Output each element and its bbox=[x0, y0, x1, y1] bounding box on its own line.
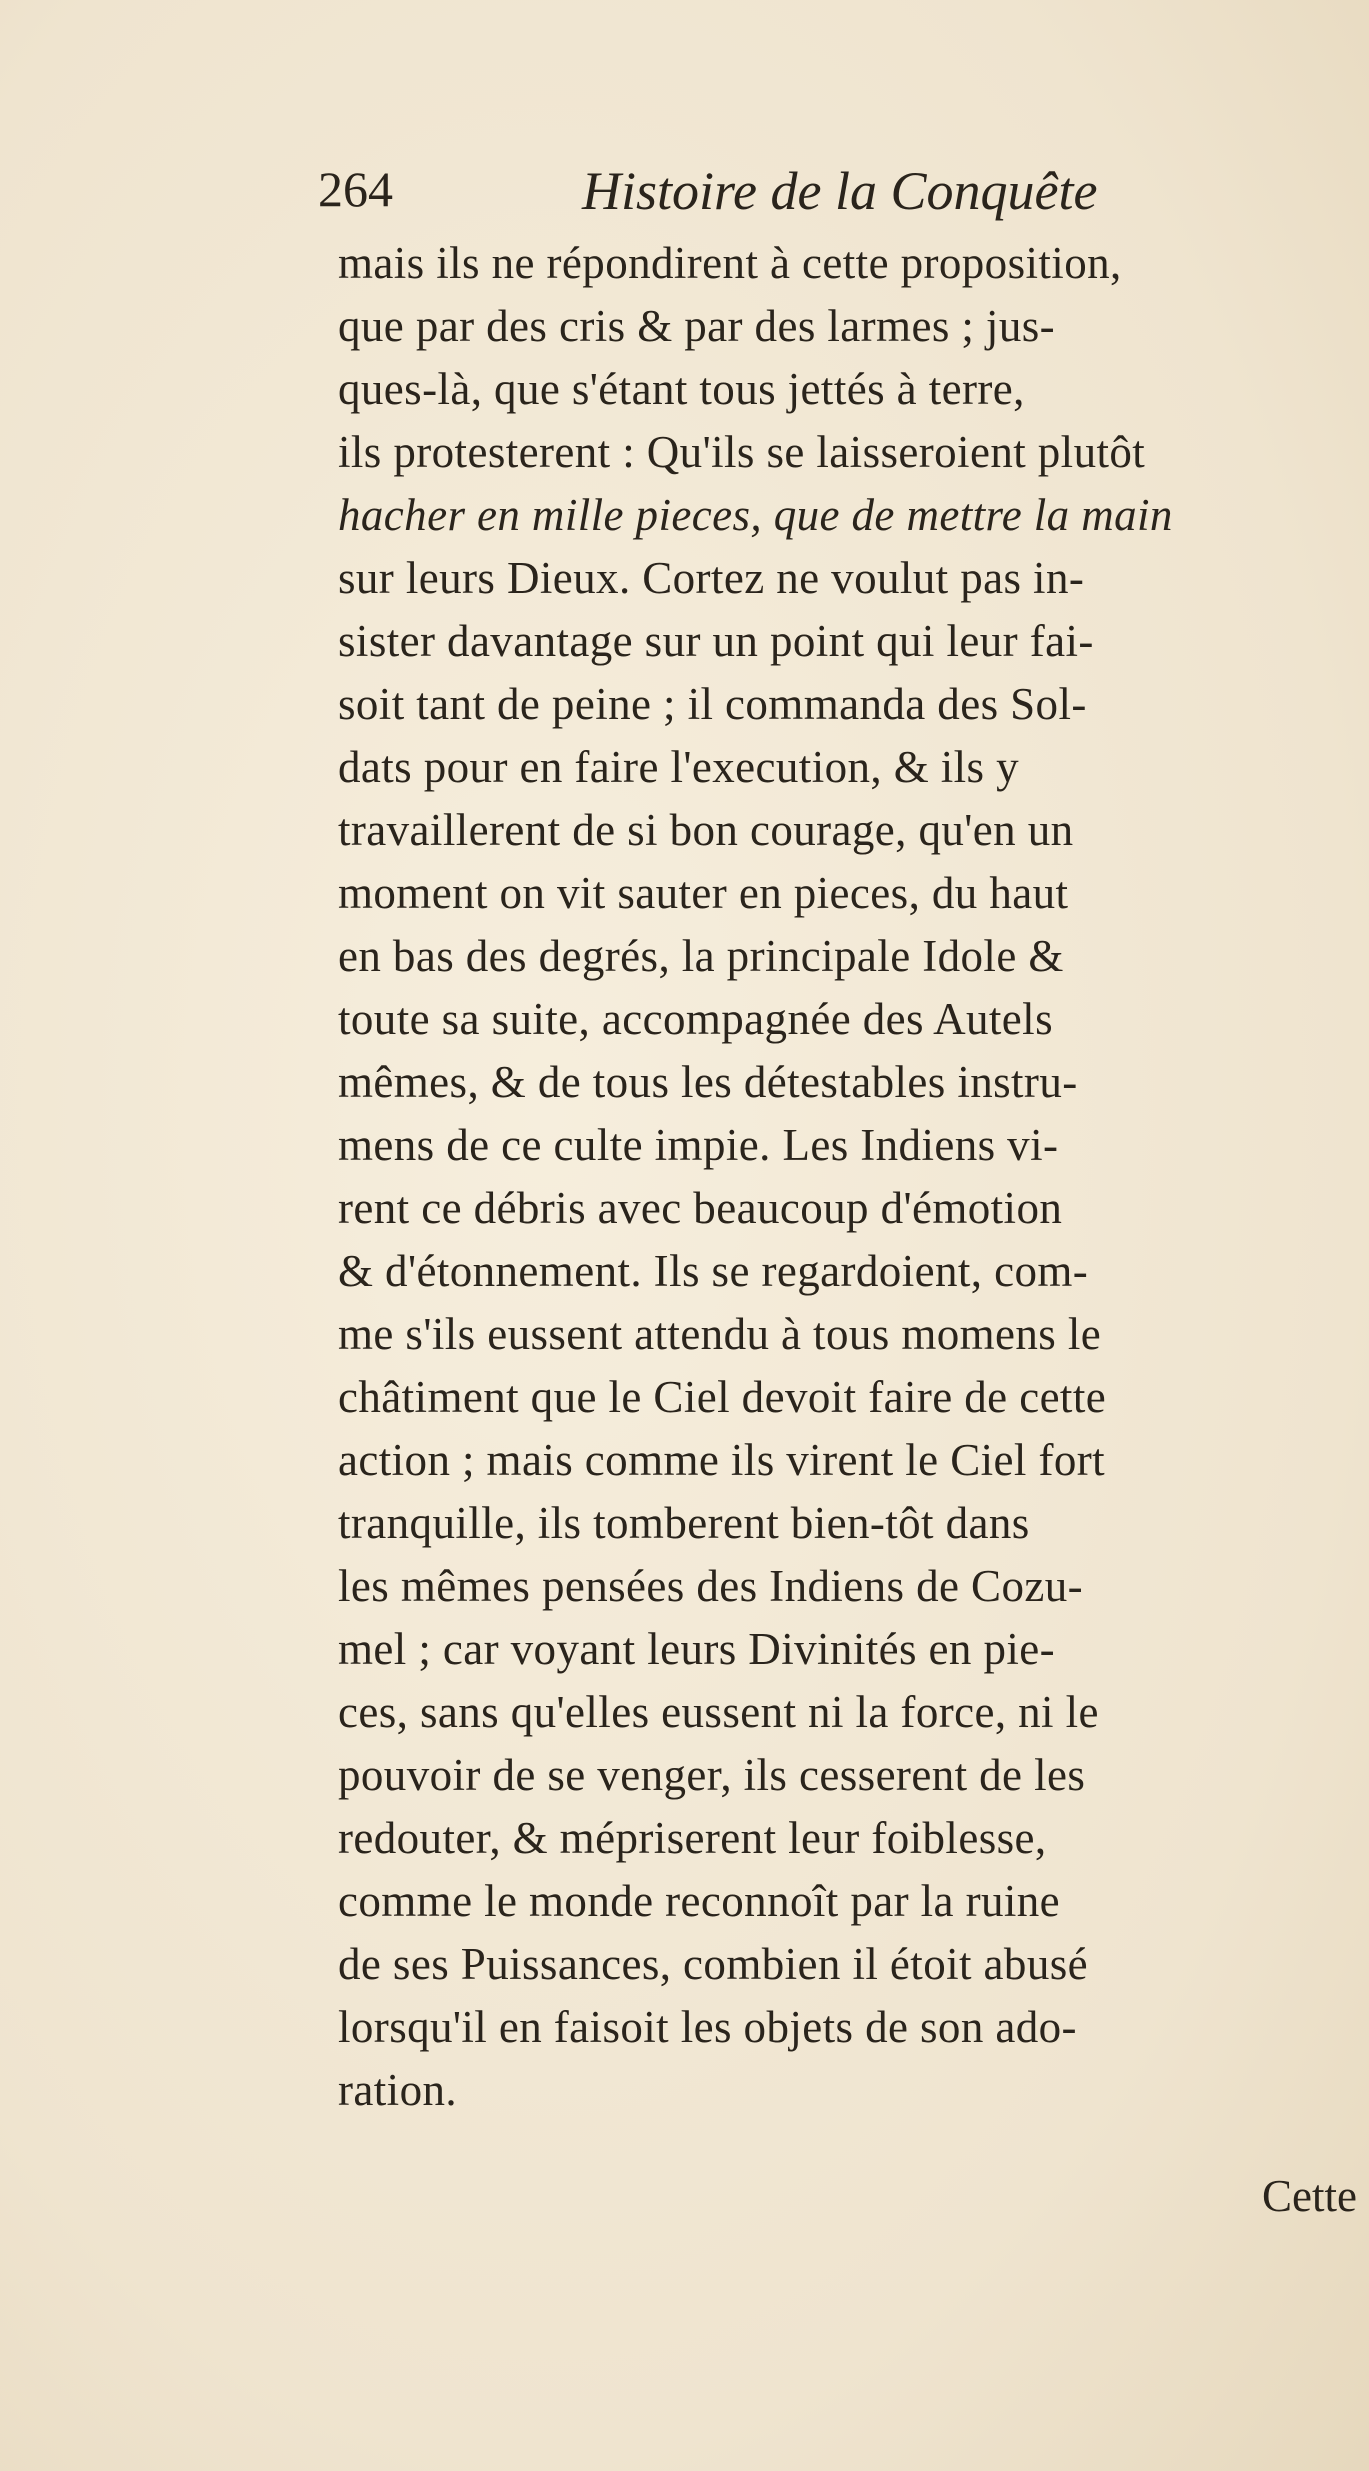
text-line: action ; mais comme ils virent le Ciel fort bbox=[338, 1435, 1106, 1485]
text-line: dats pour en faire l'execution, & ils y bbox=[338, 742, 1020, 792]
text-line: ces, sans qu'elles eussent ni la force, ni le bbox=[338, 1687, 1099, 1737]
running-title: Histoire de la Conquête bbox=[582, 161, 1098, 221]
text-line: en bas des degrés, la principale Idole & bbox=[338, 931, 1064, 981]
catchword: Cette bbox=[1262, 2171, 1357, 2221]
body-text bbox=[338, 232, 1353, 2122]
text-line: tranquille, ils tomberent bien-tôt dans bbox=[338, 1498, 1030, 1548]
text-line: mêmes, & de tous les détestables instru- bbox=[338, 1057, 1078, 1107]
text-line: sur leurs Dieux. Cortez ne voulut pas in- bbox=[338, 553, 1085, 603]
text-line: me s'ils eussent attendu à tous momens le bbox=[338, 1309, 1102, 1359]
text-line: ques-là, que s'étant tous jettés à terre, bbox=[338, 364, 1025, 414]
page-header bbox=[318, 160, 1318, 230]
text-line: que par des cris & par des larmes ; jus- bbox=[338, 301, 1056, 351]
text-line: & d'étonnement. Ils se regardoient, com- bbox=[338, 1246, 1089, 1296]
text-line: ils protesterent : Qu'ils se laisseroient plutôt bbox=[338, 427, 1146, 477]
text-line: mens de ce culte impie. Les Indiens vi- bbox=[338, 1120, 1059, 1170]
text-line: ration. bbox=[338, 2065, 458, 2115]
text-line-italic: hacher en mille pieces, que de mettre la main bbox=[338, 490, 1173, 540]
text-line: châtiment que le Ciel devoit faire de cette bbox=[338, 1372, 1107, 1422]
text-line: soit tant de peine ; il commanda des Sol- bbox=[338, 679, 1087, 729]
text-line: de ses Puissances, combien il étoit abusé bbox=[338, 1939, 1089, 1989]
text-line: les mêmes pensées des Indiens de Cozu- bbox=[338, 1561, 1083, 1611]
text-line: pouvoir de se venger, ils cesserent de les bbox=[338, 1750, 1086, 1800]
text-line: mais ils ne répondirent à cette proposition, bbox=[338, 238, 1122, 288]
text-line: lorsqu'il en faisoit les objets de son ado- bbox=[338, 2002, 1077, 2052]
text-line: rent ce débris avec beaucoup d'émotion bbox=[338, 1183, 1063, 1233]
page-number: 264 bbox=[318, 161, 393, 217]
text-line: toute sa suite, accompagnée des Autels bbox=[338, 994, 1053, 1044]
text-line: sister davantage sur un point qui leur fai- bbox=[338, 616, 1094, 666]
text-line: redouter, & mépriserent leur foiblesse, bbox=[338, 1813, 1047, 1863]
text-line: comme le monde reconnoît par la ruine bbox=[338, 1876, 1061, 1926]
text-line: moment on vit sauter en pieces, du haut bbox=[338, 868, 1069, 918]
text-line: travaillerent de si bon courage, qu'en un bbox=[338, 805, 1074, 855]
text-line: mel ; car voyant leurs Divinités en pie- bbox=[338, 1624, 1056, 1674]
